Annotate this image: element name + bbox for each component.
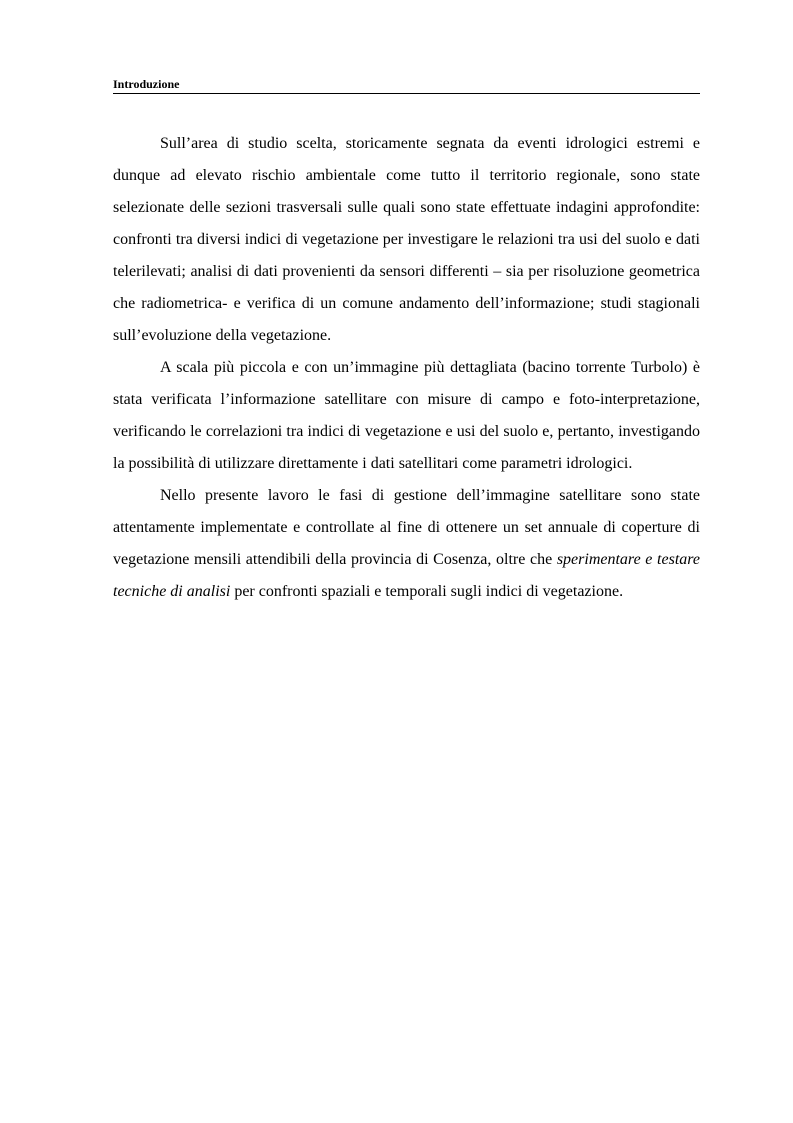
paragraph-1: Sull’area di studio scelta, storicamente segnata da eventi idrologici estremi e dunque ad elevato rischio ambientale come tutto il territorio regionale, sono state selezionate delle sezioni trasversali sulle quali sono state effettuate indagini approfondite: confronti tra diversi indici di vegetazione per investigare le relazioni tra usi del suolo e dati telerilevati; analisi di dati provenienti da sensori differenti – sia per risoluzione geometrica che radiometrica- e verifica di un comune andamento dell’informazione; studi stagionali sull’evoluzione della vegetazione. xyxy=(113,135,700,344)
page-header xyxy=(113,76,700,94)
paragraph-3 xyxy=(113,480,700,608)
paragraph-2: A scala più piccola e con un’immagine più dettagliata (bacino torrente Turbolo) è stata verificata l’informazione satellitare con misure di campo e foto-interpretazione, verificando le correlazioni tra indici di vegetazione e usi del suolo e, pertanto, investigando la possibilità di utilizzare direttamente i dati satellitari come parametri idrologici. xyxy=(113,359,700,472)
header-title: Introduzione xyxy=(113,77,180,91)
paragraph-3-text-end: per confronti spaziali e temporali sugli indici di vegetazione. xyxy=(230,583,624,600)
paragraph-3-text-start: Nello presente lavoro le fasi di gestione dell’immagine satellitare sono state attentamente implementate e controllate al fine di ottenere un set annuale di coperture di vegetazione mensili attendibili della provincia di Cosenza, oltre che xyxy=(113,487,700,568)
paragraph-3-italic-phrase: sperimentare e testare tecniche di analisi xyxy=(113,551,700,600)
body-text xyxy=(113,128,700,608)
